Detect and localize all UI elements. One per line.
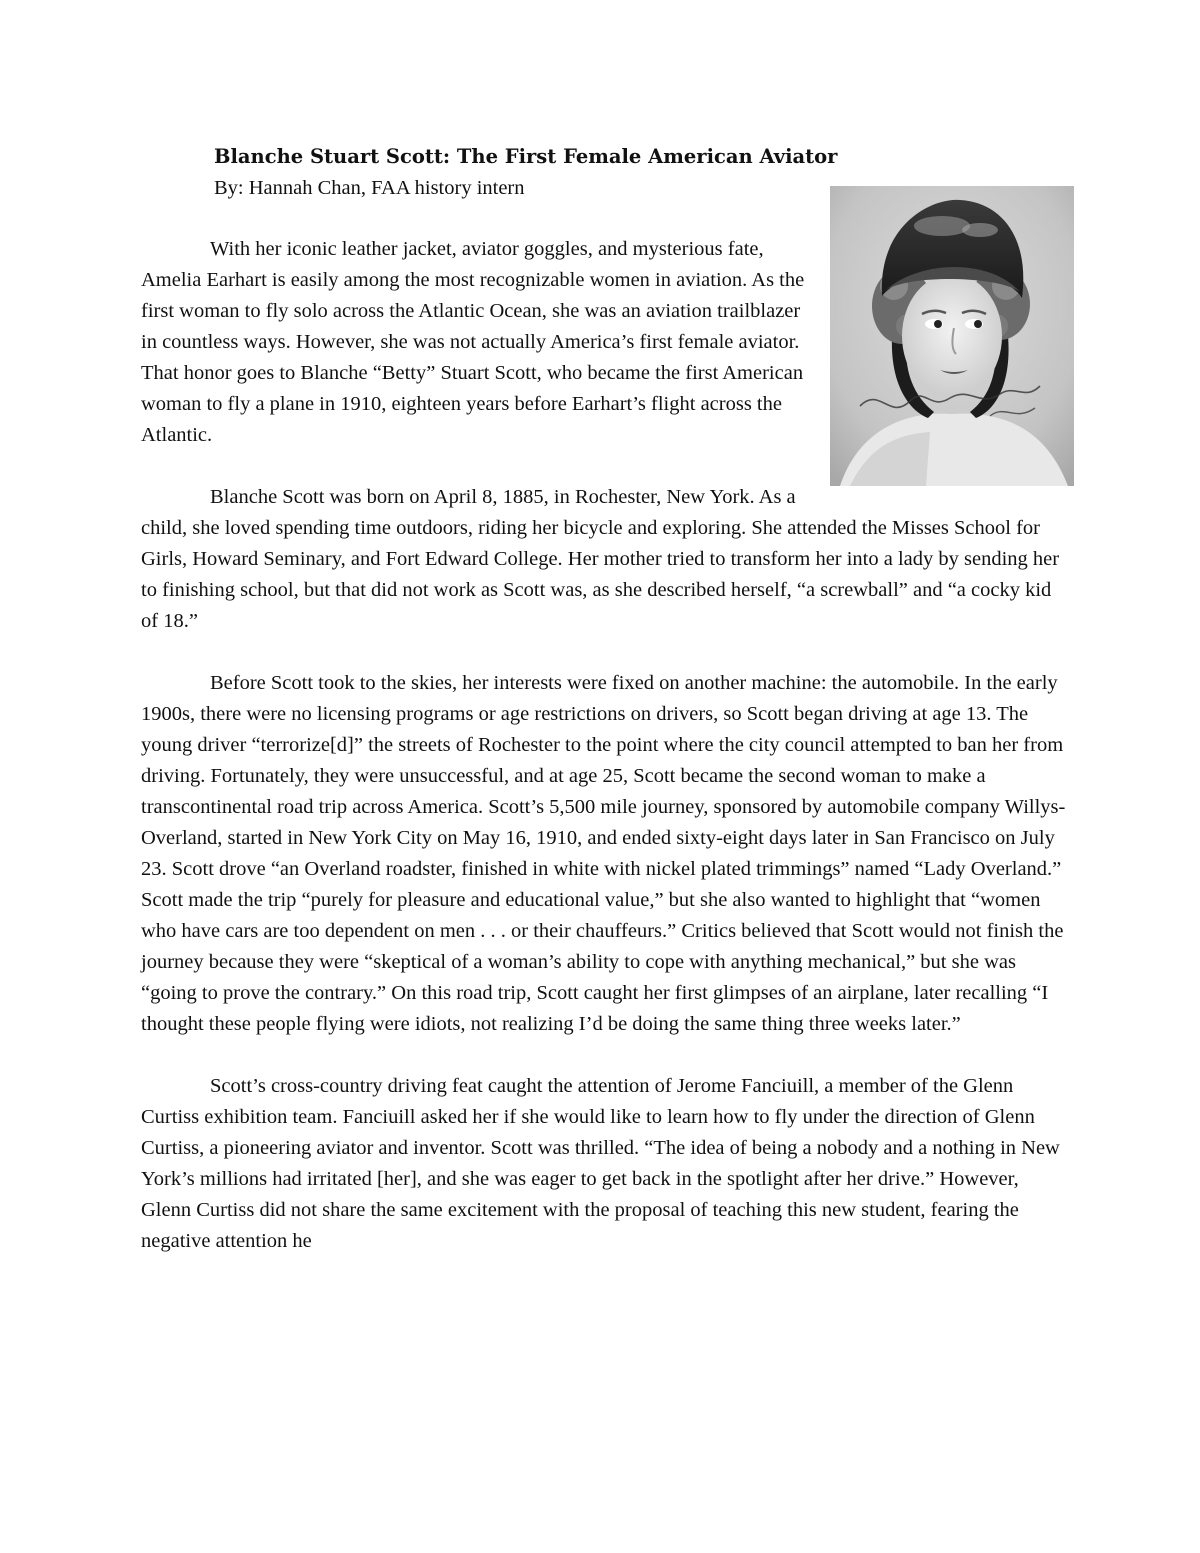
- paragraph-2: Blanche Scott was born on April 8, 1885, in Rochester, New York. As a child, she loved spending time outdoors, riding her bicycle and exploring. She attended the Misses School for Girls, Howard Seminary, and Fort Edward College. Her mother tried to transform her into a lady by sending her to finishing school, but that did not work as Scott was, as she described herself, “a screwball” and “a cocky kid of 18.”: [141, 486, 1060, 632]
- paragraph-3: Before Scott took to the skies, her interests were fixed on another machine: the automobile. In the early 1900s, there were no licensing programs or age restrictions on drivers, so Scott began driving at age 13. The young driver “terrorize[d]” the streets of Rochester to the point where the city council attempted to ban her from driving. Fortunately, they were unsuccessful, and at age 25, Scott became the second woman to make a transcontinental road trip across America. Scott’s 5,500 mile journey, sponsored by automobile company Willys-Overland, started in New York City on May 16, 1910, and ended sixty-eight days later in San Francisco on July 23. Scott drove “an Overland roadster, finished in white with nickel plated trimmings” named “Lady Overland.” Scott made the trip “purely for pleasure and educational value,” but she also wanted to highlight that “women who have cars are too dependent on men . . . or their chauffeurs.” Critics believed that Scott would not finish the journey because they were “skeptical of a woman’s ability to cope with anything mechanical,” but she was “going to prove the contrary.” On this road trip, Scott caught her first glimpses of an airplane, later recalling “I thought these people flying were idiots, not realizing I’d be doing the same thing three weeks later.”: [141, 672, 1066, 1035]
- portrait-photo-icon: [830, 186, 1074, 486]
- byline: By: Hannah Chan, FAA history intern: [214, 177, 525, 199]
- paragraph-4: Scott’s cross-country driving feat caught the attention of Jerome Fanciuill, a member of the Glenn Curtiss exhibition team. Fanciuill asked her if she would like to learn how to fly under the direction of Glenn Curtiss, a pioneering aviator and inventor. Scott was thrilled. “The idea of being a nobody and a nothing in New York’s millions had irritated [her], and she was eager to get back in the spotlight after her drive.” However, Glenn Curtiss did not share the same excitement with the proposal of teaching this new student, fearing the negative attention he: [141, 1075, 1060, 1252]
- paragraph-1: With her iconic leather jacket, aviator goggles, and mysterious fate, Amelia Earhart is easily among the most recognizable women in aviation. As the first woman to fly solo across the Atlantic Ocean, she was an aviation trailblazer in countless ways. However, she was not actually America’s first female aviator. That honor goes to Blanche “Betty” Stuart Scott, who became the first American woman to fly a plane in 1910, eighteen years before Earhart’s flight across the Atlantic.: [141, 238, 805, 446]
- page-title: Blanche Stuart Scott: The First Female American Aviator: [214, 145, 838, 168]
- article-body: [141, 234, 1066, 1288]
